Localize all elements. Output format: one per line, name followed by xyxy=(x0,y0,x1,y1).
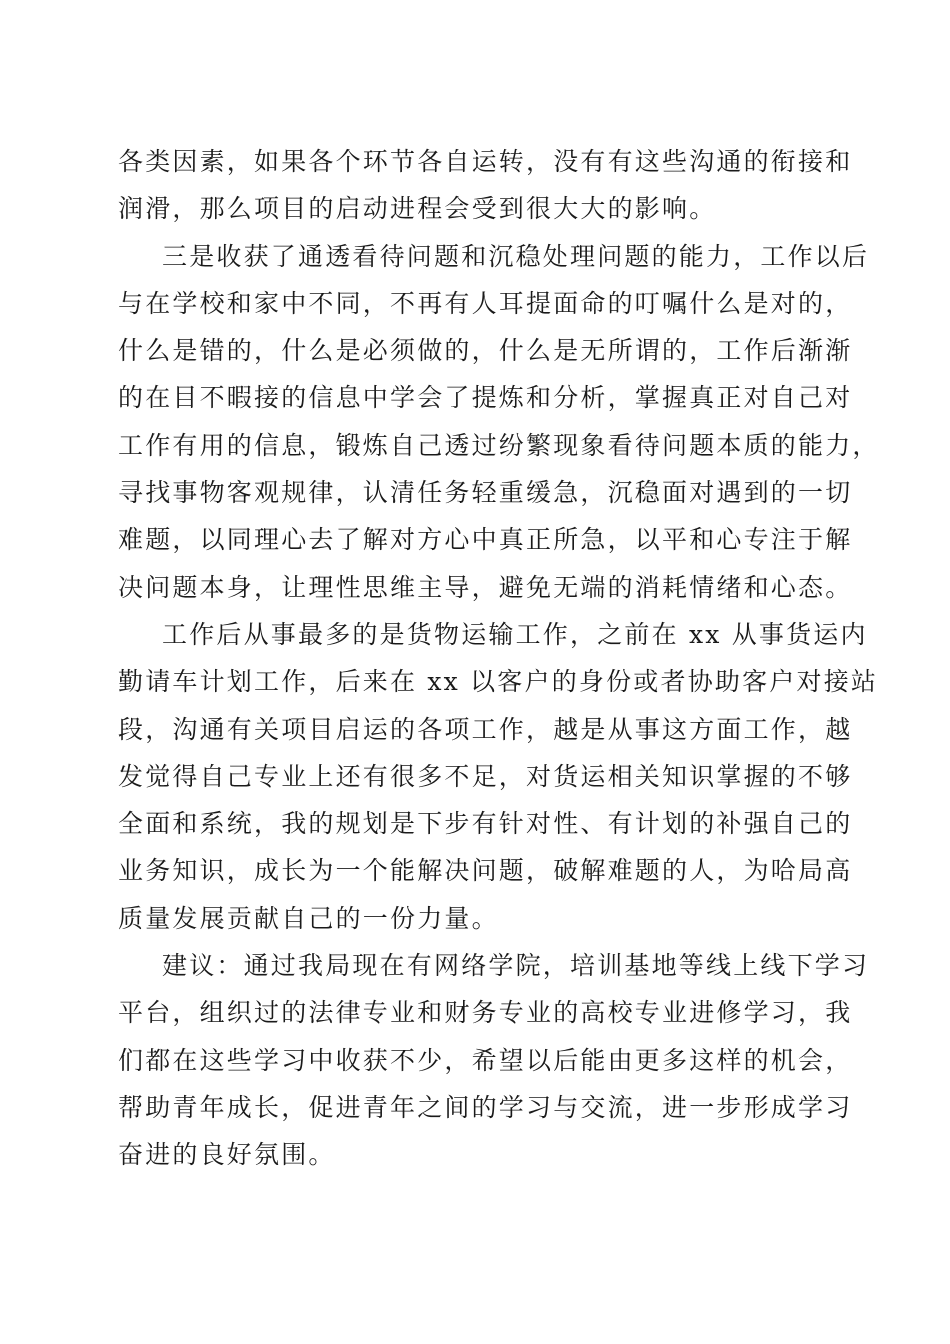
text-line: 什么是错的，什么是必须做的，什么是无所谓的，工作后渐渐 xyxy=(118,336,853,366)
text-line: 寻找事物客观规律，认清任务轻重缓急，沉稳面对遇到的一切 xyxy=(118,478,853,508)
document-body xyxy=(118,138,880,1179)
paragraph-continued xyxy=(118,138,853,233)
text-line: 的在目不暇接的信息中学会了提炼和分析，掌握真正对自己对 xyxy=(118,383,853,413)
text-line: 润滑，那么项目的启动进程会受到很大大的影响。 xyxy=(118,194,717,224)
paragraph-ability xyxy=(118,233,880,611)
text-line: 奋进的良好氛围。 xyxy=(118,1140,336,1170)
paragraph-suggestion xyxy=(118,942,870,1178)
text-line: 质量发展贡献自己的一份力量。 xyxy=(118,903,499,933)
text-line: 各类因素，如果各个环节各自运转，没有有这些沟通的衔接和 xyxy=(118,147,853,176)
text-line: 难题，以同理心去了解对方心中真正所急，以平和心专注于解 xyxy=(118,525,853,555)
text-line: 与在学校和家中不同，不再有人耳提面命的叮嘱什么是对的， xyxy=(118,288,853,318)
text-line: 平台，组织过的法律专业和财务专业的高校专业进修学习，我 xyxy=(118,998,853,1028)
text-line: 建议：通过我局现在有网络学院，培训基地等线上线下学习 xyxy=(162,951,870,981)
text-line: 工作后从事最多的是货物运输工作，之前在 xx 从事货运内 xyxy=(162,619,868,649)
text-line: 工作有用的信息，锻炼自己透过纷繁现象看待问题本质的能力， xyxy=(118,430,880,460)
text-line: 帮助青年成长，促进青年之间的学习与交流，进一步形成学习 xyxy=(118,1092,853,1122)
paragraph-plan xyxy=(118,611,879,942)
text-line: 决问题本身，让理性思维主导，避免无端的消耗情绪和心态。 xyxy=(118,572,853,602)
text-line: 三是收获了通透看待问题和沉稳处理问题的能力，工作以后 xyxy=(162,241,870,271)
text-line: 业务知识，成长为一个能解决问题，破解难题的人，为哈局高 xyxy=(118,856,853,886)
text-line: 勤请车计划工作，后来在 xx 以客户的身份或者协助客户对接站 xyxy=(118,667,879,697)
text-line: 全面和系统，我的规划是下步有针对性、有计划的补强自己的 xyxy=(118,809,853,839)
text-line: 们都在这些学习中收获不少，希望以后能由更多这样的机会， xyxy=(118,1045,853,1075)
text-line: 发觉得自己专业上还有很多不足，对货运相关知识掌握的不够 xyxy=(118,761,853,791)
text-line: 段，沟通有关项目启运的各项工作，越是从事这方面工作，越 xyxy=(118,714,853,744)
